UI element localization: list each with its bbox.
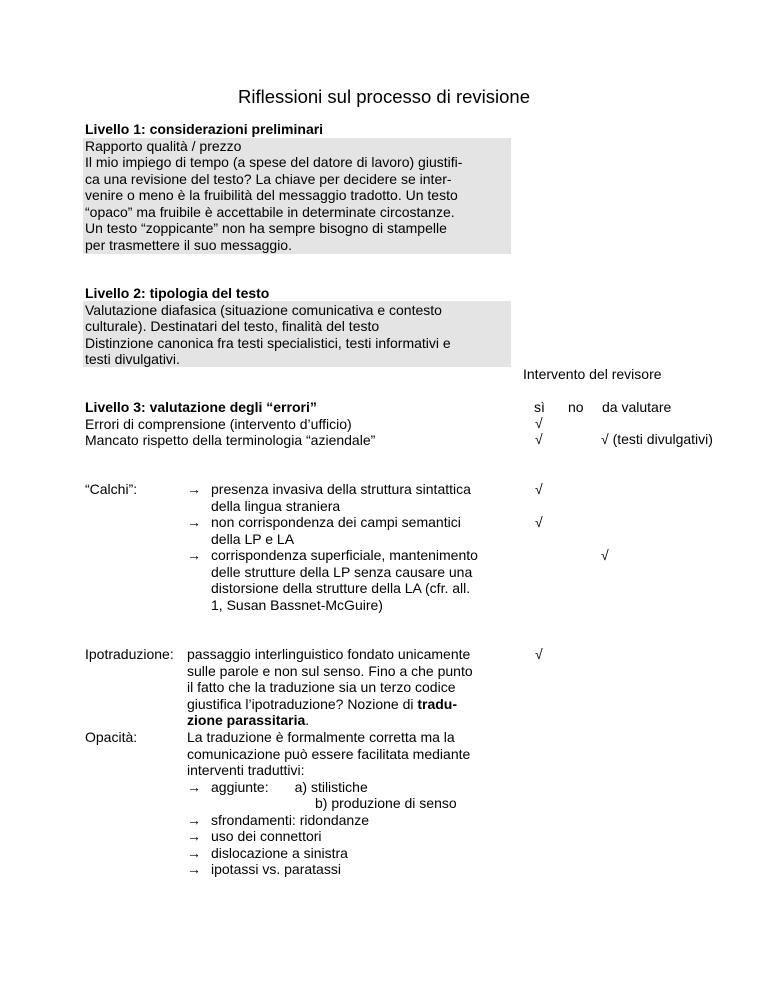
- check-mark: √: [601, 547, 609, 563]
- check-testi-divulgativi: √ (testi divulgativi): [601, 431, 713, 447]
- livello3-section: [85, 399, 375, 449]
- livello3-line: Mancato rispetto della terminologia “aziendale”: [85, 432, 376, 448]
- intervento-heading: Intervento del revisore: [523, 366, 662, 382]
- check-mark: √: [535, 431, 543, 447]
- opacita-text: La traduzione è formalmente corretta ma la comunicazione può essere facilitata mediante interventi traduttivi: → aggiunte: a) stilistiche b) produzione di senso → sfrondamenti: ridondanze → uso dei connettori → dislocazione a sinistra → ipotassi vs. paratassi: [187, 729, 471, 877]
- livello3-line: Errori di comprensione (intervento d’ufficio): [85, 415, 352, 432]
- check-mark: √: [535, 481, 543, 497]
- arrow-icon: →: [187, 481, 201, 497]
- calchi-label: “Calchi”:: [85, 481, 138, 497]
- livello1-line: Rapporto qualità / prezzo: [85, 137, 242, 154]
- arrow-icon: →: [187, 547, 201, 563]
- livello2-line: Valutazione diafasica (situazione comunicativa e contesto: [85, 301, 442, 318]
- arrow-icon: →: [187, 778, 201, 795]
- check-mark: √: [535, 646, 543, 662]
- ipotraduzione-text: passaggio interlinguistico fondato unicamente sulle parole e non sul senso. Fino a che punto il fatto che la traduzione sia un terzo codice giustifica l’ipotraduzione? Nozione di tradu- zione parassitaria.: [187, 646, 473, 728]
- livello2-line: Distinzione canonica fra testi specialistici, testi informativi e: [85, 334, 451, 351]
- arrow-icon: →: [187, 861, 201, 877]
- calchi-list: → presenza invasiva della struttura sintattica della lingua straniera → non corrispondenza dei campi semantici della LP e LA → corrispondenza superficiale, mantenimento delle strutture della LP senza causare una distorsione della strutture della LA (cfr. all. 1, Susan Bassnet-McGuire): [187, 481, 478, 613]
- arrow-icon: →: [187, 844, 201, 861]
- livello1-section: [85, 121, 462, 253]
- col-da-valutare: da valutare: [602, 399, 672, 415]
- livello2-line: culturale). Destinatari del testo, finalità del testo: [85, 318, 380, 334]
- livello1-line: venire o meno è la fruibilità del messaggio tradotto. Un testo: [85, 187, 458, 203]
- livello3-heading: Livello 3: valutazione degli “errori”: [85, 399, 317, 415]
- livello1-line: Il mio impiego di tempo (a spese del datore di lavoro) giustifi-: [85, 154, 463, 170]
- arrow-icon: →: [187, 828, 201, 844]
- livello2-line: testi divulgativi.: [85, 351, 180, 367]
- calchi-item: → non corrispondenza dei campi semantici: [187, 514, 461, 530]
- livello1-line: “opaco” ma fruibile è accettabile in determinate circostanze.: [85, 203, 455, 220]
- livello2-section: [85, 285, 451, 368]
- check-mark: √: [535, 514, 543, 530]
- arrow-icon: →: [187, 514, 201, 530]
- bold-term: tradu-: [417, 695, 458, 712]
- calchi-item: → presenza invasiva della struttura sintattica: [187, 481, 471, 497]
- livello1-heading: Livello 1: considerazioni preliminari: [85, 121, 324, 137]
- livello2-heading: Livello 2: tipologia del testo: [85, 285, 270, 301]
- col-si: sì: [534, 399, 545, 415]
- page-title: Riflessioni sul processo di revisione: [237, 86, 531, 107]
- livello1-line: ca una revisione del testo? La chiave per decidere se inter-: [85, 170, 452, 187]
- calchi-item: → corrispondenza superficiale, mantenimento: [187, 547, 478, 563]
- livello1-line: per trasmettere il suo messaggio.: [85, 236, 292, 253]
- check-mark: √: [535, 415, 543, 431]
- bold-term: zione parassitaria: [187, 712, 306, 728]
- ipotraduzione-label: Ipotraduzione:: [85, 646, 174, 662]
- arrow-icon: →: [187, 811, 201, 828]
- livello1-line: Un testo “zoppicante” non ha sempre bisogno di stampelle: [85, 220, 447, 236]
- opacita-label: Opacità:: [85, 729, 138, 745]
- col-no: no: [568, 399, 584, 415]
